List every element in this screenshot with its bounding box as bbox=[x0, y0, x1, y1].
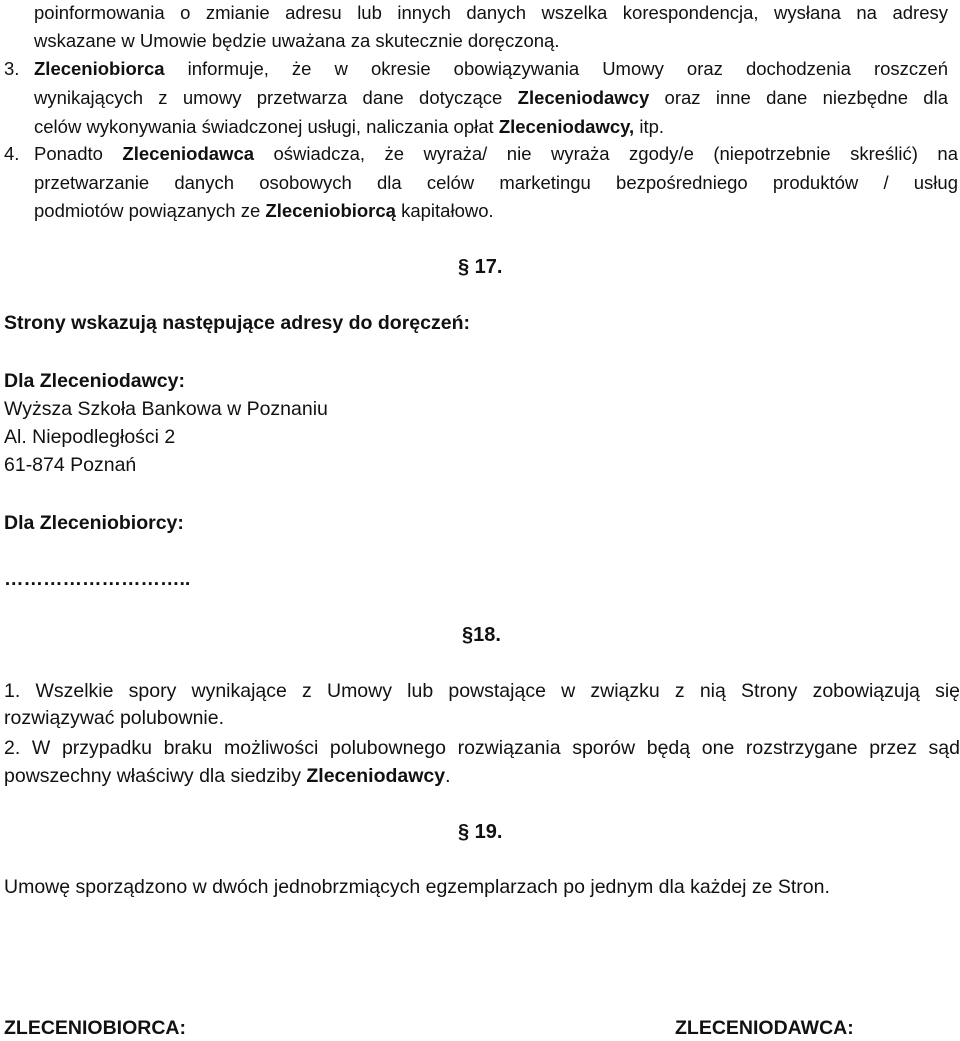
text-run: itp. bbox=[634, 116, 665, 137]
zleceniodawca-label: Dla Zleceniodawcy: bbox=[4, 370, 185, 392]
section-17-heading: § 17. bbox=[458, 256, 503, 278]
signature-zleceniodawca-label: ZLECENIODAWCA: bbox=[675, 1017, 854, 1039]
zleceniobiorca-label: Dla Zleceniobiorcy: bbox=[4, 512, 184, 534]
paragraph-3-line-3 bbox=[34, 114, 664, 140]
party-name: Zleceniodawca bbox=[122, 143, 255, 164]
signature-zleceniobiorca-label: ZLECENIOBIORCA: bbox=[4, 1017, 186, 1039]
party-name: Zleceniobiorcą bbox=[265, 200, 396, 221]
section-19-heading: § 19. bbox=[458, 821, 503, 843]
paragraph-2-line-2: wskazane w Umowie będzie uważana za skutecznie doręczoną. bbox=[34, 30, 560, 51]
section-19-text: Umowę sporządzono w dwóch jednobrzmiących egzemplarzach po jednym dla każdej ze Stron. bbox=[4, 876, 830, 898]
section-18-point-1-line-1: 1. Wszelkie spory wynikające z Umowy lub powstające w związku z nią Strony zobowiązują się bbox=[4, 680, 960, 702]
text-run: oraz inne dane niezbędne dla bbox=[649, 87, 948, 108]
text-run: celów wykonywania świadczonej usługi, naliczania opłat bbox=[34, 116, 499, 137]
party-name: Zleceniodawcy bbox=[517, 87, 650, 108]
text-run: Ponadto bbox=[34, 143, 123, 164]
text-run: wynikających z umowy przetwarza dane dotyczące bbox=[34, 87, 518, 108]
paragraph-3-number: 3. bbox=[4, 58, 20, 79]
section-18-point-1-line-2: rozwiązywać polubownie. bbox=[4, 707, 225, 729]
paragraph-3-line-1 bbox=[34, 56, 948, 82]
paragraph-3-line-2 bbox=[34, 85, 948, 111]
text-run: podmiotów powiązanych ze bbox=[34, 200, 266, 221]
party-name: Zleceniodawcy, bbox=[498, 116, 635, 137]
paragraph-4-number: 4. bbox=[4, 143, 20, 164]
text-run: kapitałowo. bbox=[395, 200, 494, 221]
text-run: . bbox=[445, 765, 451, 787]
zleceniodawca-name: Wyższa Szkoła Bankowa w Poznaniu bbox=[4, 398, 328, 420]
paragraph-2-line-1: poinformowania o zmianie adresu lub innych danych wszelka korespondencja, wysłana na adresy bbox=[34, 2, 948, 23]
zleceniodawca-street: Al. Niepodległości 2 bbox=[4, 426, 176, 448]
text-run: oświadcza, że wyraża/ nie wyraża zgody/e (niepotrzebnie skreślić) na bbox=[254, 143, 958, 164]
paragraph-4-line-1 bbox=[34, 141, 958, 167]
zleceniobiorca-address-placeholder: ……………………….. bbox=[4, 568, 191, 590]
addresses-intro: Strony wskazują następujące adresy do doręczeń: bbox=[4, 312, 470, 334]
section-18-point-2-line-1: 2. W przypadku braku możliwości polubownego rozwiązania sporów będą one rozstrzygane przez sąd bbox=[4, 737, 960, 759]
paragraph-4-line-3 bbox=[34, 198, 494, 224]
party-name: Zleceniodawcy bbox=[306, 765, 446, 787]
zleceniodawca-city: 61-874 Poznań bbox=[4, 454, 137, 476]
text-run: powszechny właściwy dla siedziby bbox=[4, 765, 307, 787]
section-18-point-2-line-2 bbox=[4, 763, 451, 789]
section-18-heading: §18. bbox=[462, 624, 501, 646]
text-run: informuje, że w okresie obowiązywania Umowy oraz dochodzenia roszczeń bbox=[164, 58, 948, 79]
paragraph-4-line-2: przetwarzanie danych osobowych dla celów marketingu bezpośredniego produktów / usług bbox=[34, 172, 958, 193]
party-name: Zleceniobiorca bbox=[34, 58, 165, 79]
